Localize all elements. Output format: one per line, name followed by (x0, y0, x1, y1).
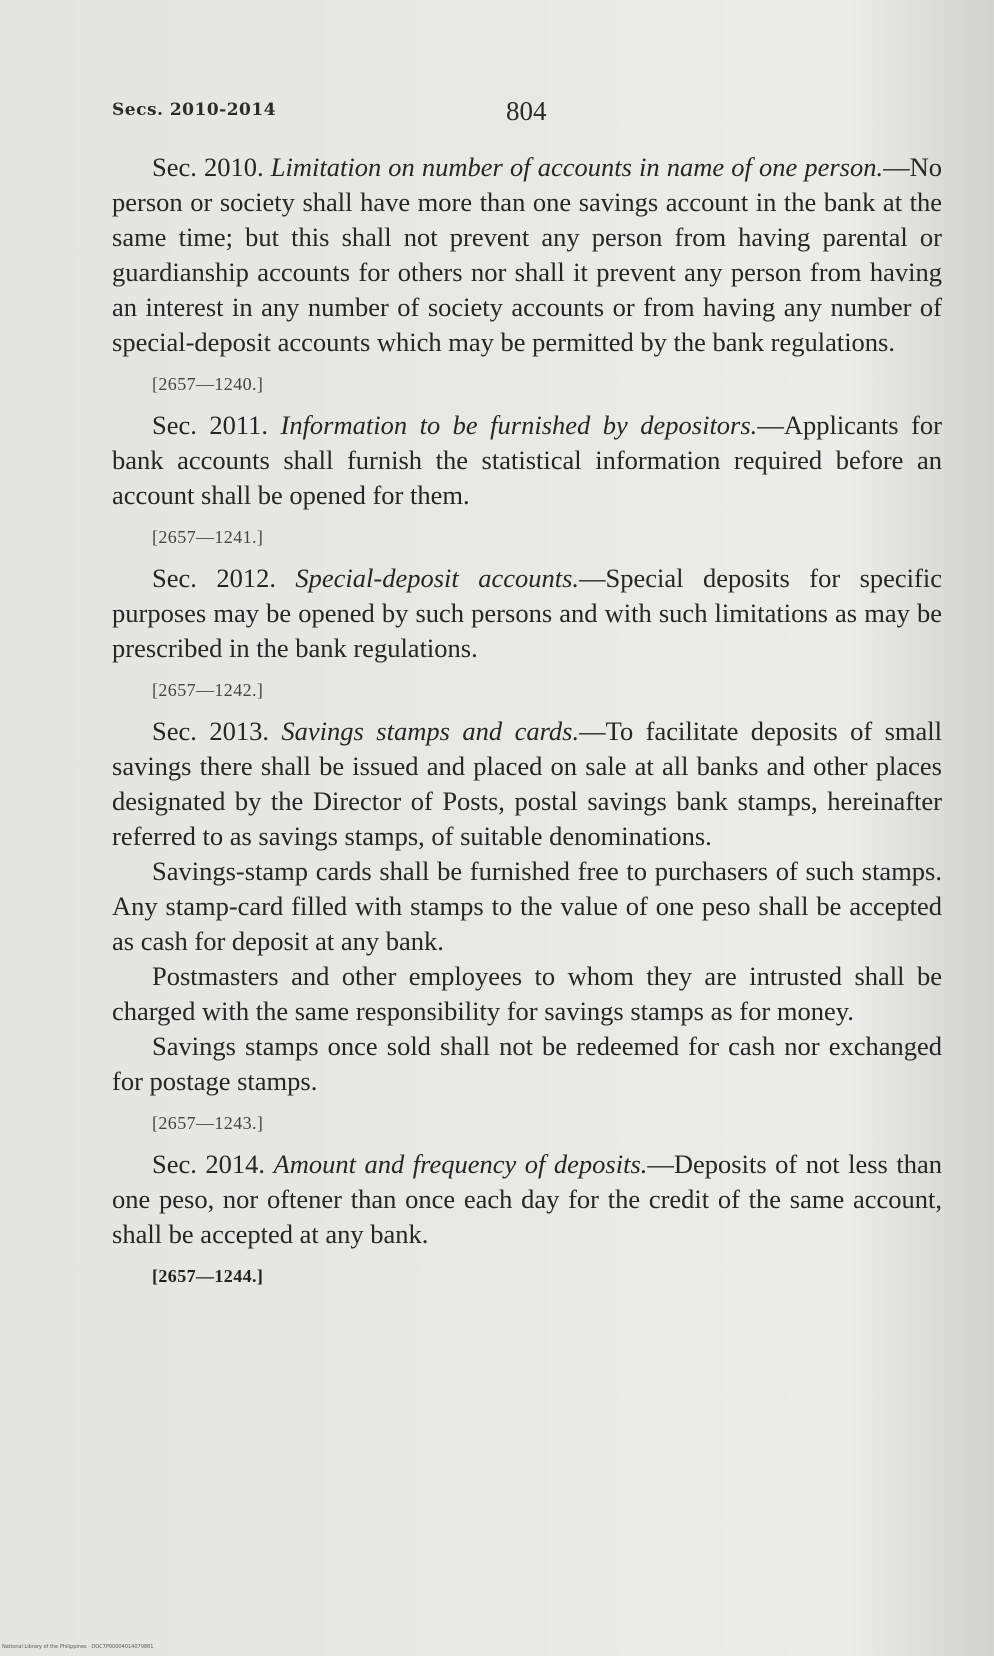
section-number: Sec. 2012. (152, 563, 276, 593)
section-number: Sec. 2010. (152, 152, 264, 182)
section-title: Savings stamps and cards. (281, 716, 580, 746)
section-title: Amount and frequency of deposits. (273, 1149, 648, 1179)
section-paragraph: Savings-stamp cards shall be furnished free to purchasers of such stamps. Any stamp-card filled with stamps to the value of one peso shall be accepted as cash for deposit at any bank. (112, 856, 942, 956)
section-reference: [2657—1243.] (152, 1113, 264, 1133)
section-paragraph: Postmasters and other employees to whom they are intrusted shall be charged with the same responsibility for savings stamps as for money. (112, 961, 942, 1026)
section-text: —Deposits of not less than one peso, nor oftener than once each day for the credit of the same account, shall be accepted at any bank. (112, 1149, 943, 1249)
section-2011 (112, 408, 942, 513)
scan-footer: National Library of the Philippines · DOC7P00004014079881 (2, 1644, 154, 1650)
section-reference: [2657—1240.] (152, 374, 264, 394)
section-text: —Applicants for bank accounts shall furnish the statistical information required before an account shall be opened for them. (112, 410, 943, 510)
section-2012 (112, 561, 942, 666)
section-text: —To facilitate deposits of small savings there shall be issued and placed on sale at all banks and other places designated by the Director of Posts, postal savings bank stamps, hereinafter referred to as savings stamps, of suitable denominations. (112, 716, 943, 851)
section-2013 (112, 714, 942, 854)
section-reference: [2657—1241.] (152, 527, 264, 547)
section-number: Sec. 2013. (152, 716, 269, 746)
document-body (112, 150, 942, 1300)
section-number: Sec. 2014. (152, 1149, 266, 1179)
section-2014 (112, 1147, 942, 1252)
section-title: Information to be furnished by depositors. (280, 410, 758, 440)
section-number: Sec. 2011. (152, 410, 269, 440)
section-range: Secs. 2010-2014 (112, 100, 277, 120)
section-2010 (112, 150, 942, 360)
page-header (112, 96, 932, 136)
section-reference: [2657—1244.] (152, 1266, 264, 1286)
section-text: —Special deposits for specific purposes may be opened by such persons and with such limitations as may be prescribed in the bank regulations. (112, 563, 942, 663)
section-title: Limitation on number of accounts in name of one person. (270, 152, 884, 182)
section-title: Special-deposit accounts. (295, 563, 580, 593)
section-paragraph: Savings stamps once sold shall not be redeemed for cash nor exchanged for postage stamps. (112, 1031, 942, 1096)
section-text: —No person or society shall have more than one savings account in the bank at the same time; but this shall not prevent any person from having parental or guardianship accounts for others nor shall it prevent any person from having an interest in any number of society accounts or from having any number of special-deposit accounts which may be permitted by the bank regulations. (112, 152, 942, 357)
page-number: 804 (506, 96, 547, 126)
section-reference: [2657—1242.] (152, 680, 264, 700)
